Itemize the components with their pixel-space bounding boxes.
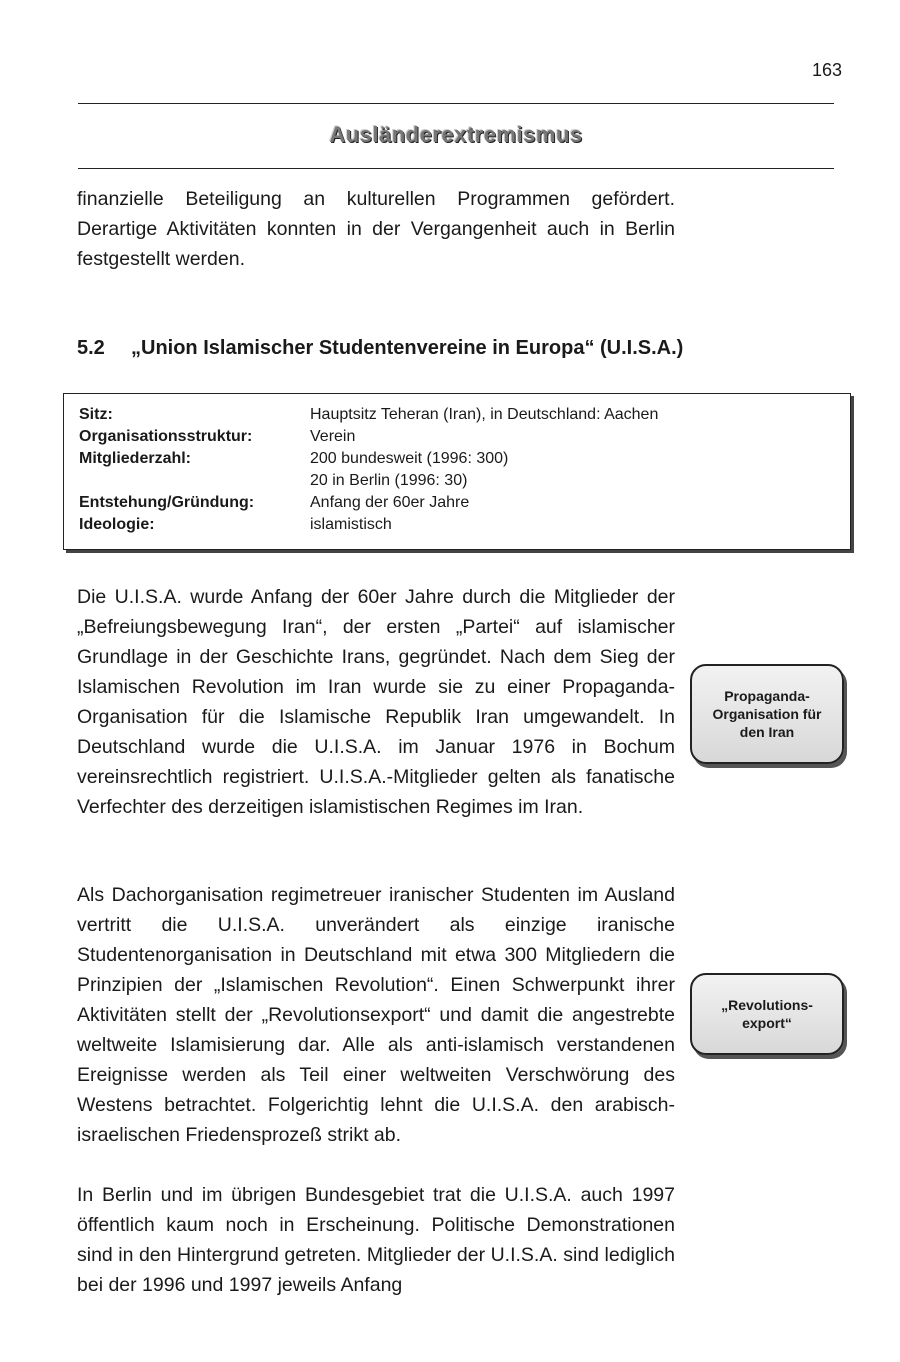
- info-value: Anfang der 60er Jahre: [310, 494, 470, 511]
- body-paragraph: Als Dachorganisation regimetreuer iranischer Studenten im Ausland vertritt die U.I.S.A. unverändert als einzige iranische Studentenorganisation in Deutschland mit etwa 300 Mitgliedern die Prinzipien der „Islamischen Revolution“. Einen Schwerpunkt ihrer Aktivitäten stellt der „Revolutionsexport“ und damit die angestrebte weltweite Islamisierung dar. Alle als anti-islamisch verstandenen Ereignisse werden als Teil einer weltweiten Verschwörung des Westens betrachtet. Folgerichtig lehnt die U.I.S.A. den arabisch-israelischen Friedensprozeß strikt ab.: [77, 884, 675, 1146]
- intro-paragraph: finanzielle Beteiligung an kulturellen Programmen gefördert. Derartige Aktivitäten konnten in der Vergangenheit auch in Berlin festgestellt werden.: [77, 188, 675, 270]
- margin-note-line: Propaganda-: [724, 688, 810, 704]
- section-title: „Union Islamischer Studentenvereine in Europa“ (U.I.S.A.): [131, 337, 684, 359]
- info-label: Sitz:: [79, 406, 113, 423]
- info-label: Ideologie:: [79, 516, 155, 533]
- margin-note-revolutionsexport: [690, 973, 844, 1055]
- margin-note-line: Organisation für: [712, 706, 822, 722]
- margin-note-propaganda: [690, 664, 844, 764]
- info-value: 200 bundesweit (1996: 300): [310, 450, 509, 467]
- section-number: 5.2: [77, 337, 105, 359]
- info-label: Organisationsstruktur:: [79, 428, 253, 445]
- margin-note-line: den Iran: [739, 724, 795, 740]
- running-header-title: Ausländerextremismus: [329, 122, 583, 147]
- page-number: 163: [811, 60, 842, 80]
- header-rule-top: [78, 103, 834, 104]
- info-value: 20 in Berlin (1996: 30): [310, 472, 468, 489]
- info-value: islamistisch: [310, 516, 392, 533]
- info-label: Mitgliederzahl:: [79, 450, 192, 467]
- body-paragraph: Die U.I.S.A. wurde Anfang der 60er Jahre durch die Mitglieder der „Befreiungsbewegung Iran“, der ersten „Partei“ auf islamischer Grundlage in der Geschichte Irans, gegründet. Nach dem Sieg der Islamischen Revolution im Iran wurde sie zu einer Propaganda-Organisation für die Islamische Republik Iran umgewandelt. In Deutschland wurde die U.I.S.A. im Januar 1976 in Bochum vereinsrechtlich registriert. U.I.S.A.-Mitglieder gelten als fanatische Verfechter des derzeitigen islamistischen Regimes im Iran.: [77, 586, 675, 818]
- info-label: Entstehung/Gründung:: [79, 494, 255, 511]
- body-paragraph: In Berlin und im übrigen Bundesgebiet trat die U.I.S.A. auch 1997 öffentlich kaum noch in Erscheinung. Politische Demonstrationen sind in den Hintergrund getreten. Mitglieder der U.I.S.A. sind lediglich bei der 1996 und 1997 jeweils Anfang: [77, 1184, 675, 1296]
- margin-note-line: „Revolutions-: [721, 997, 813, 1013]
- info-value: Hauptsitz Teheran (Iran), in Deutschland: Aachen: [310, 406, 659, 423]
- margin-note-line: export“: [742, 1015, 792, 1031]
- info-box: [63, 393, 851, 550]
- section-heading: [77, 337, 683, 360]
- info-value: Verein: [310, 428, 356, 445]
- header-rule-bottom: [78, 168, 834, 169]
